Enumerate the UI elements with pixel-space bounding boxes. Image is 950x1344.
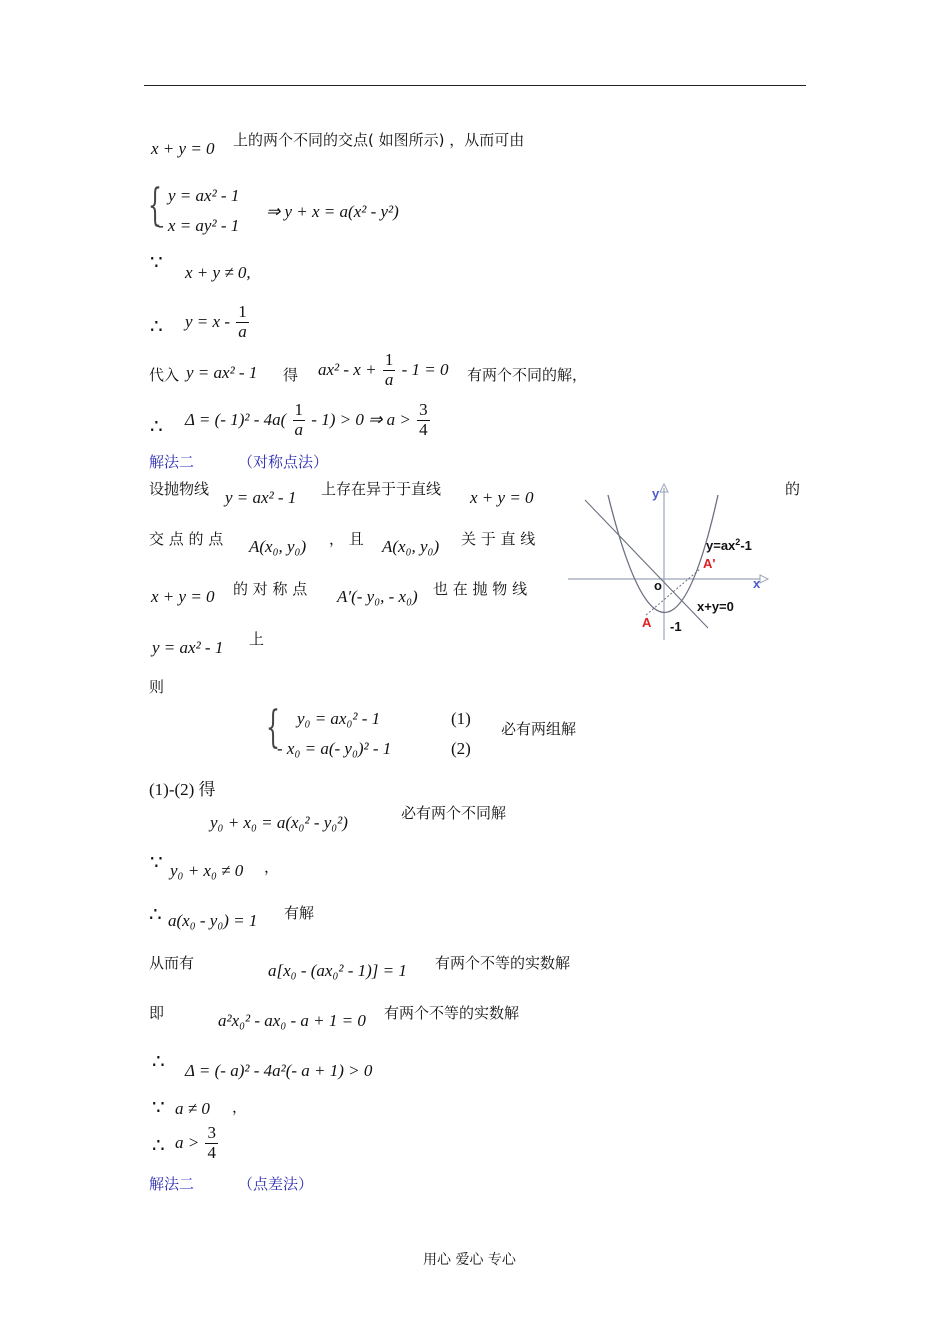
because2-math: y₀ + x₀ ≠ 0 [170, 861, 244, 880]
line-equation: x + y = 0 [151, 139, 215, 158]
line-label: x+y=0 [697, 599, 734, 614]
because-symbol: ∵ [150, 852, 163, 874]
x-label: x [753, 576, 761, 591]
also-text: 也 在 抛 物 线 [433, 580, 528, 598]
because3-math: a ≠ 0 [175, 1099, 210, 1118]
diff-math: y₀ + x₀ = a(x₀² - y₀²) [210, 813, 348, 832]
intersection-text: 上的两个不同的交点( 如图所示) ，从而可由 [233, 131, 525, 149]
subst-de: 得 [283, 366, 299, 384]
comma: ， [232, 1098, 248, 1116]
because1-math: x + y ≠ 0, [185, 263, 251, 282]
point-a-label: A [642, 615, 652, 630]
top-rule [144, 85, 806, 86]
method3-name: （点差法） [238, 1175, 314, 1193]
page-footer: 用心 爱心 专心 [423, 1252, 516, 1268]
subst-equation: y = ax² - 1 [186, 363, 258, 382]
ze-text: 则 [149, 678, 165, 696]
curve-label: $y=ax^2-1$ [706, 537, 752, 553]
final-answer: a > $\frac{3}{4}$ [175, 1123, 216, 1162]
because-symbol: ∵ [150, 252, 163, 274]
parabola-math: y = ax² - 1 [152, 638, 224, 657]
subst-quadratic: ax² - x + $\frac{1}{a}$ - 1 = 0 [318, 350, 449, 389]
diff-label: (1)-(2) 得 [149, 780, 216, 799]
jiao-text: 交 点 的 点 [149, 530, 224, 548]
method3-label: 解法二 [149, 1175, 195, 1193]
qie-text: ， 且 [329, 530, 364, 548]
line-x-plus-y [585, 500, 708, 628]
parabola-figure [560, 480, 780, 650]
parabola-curve [608, 495, 718, 613]
system2-eq2: - x₀ = a(- y₀)² - 1 [277, 739, 392, 758]
ji-text: 即 [149, 1004, 165, 1022]
system1-result: ⇒ y + x = a(x² - y²) [266, 202, 399, 221]
delta2: Δ = (- a)² - 4a²(- a + 1) > 0 [185, 1061, 373, 1080]
ji-math: a²x₀² - ax₀ - a + 1 = 0 [218, 1011, 366, 1030]
therefore3-math: a(x₀ - y₀) = 1 [168, 911, 258, 930]
therefore-symbol: ∴ [152, 1135, 165, 1157]
x-axis-arrow-icon [760, 575, 768, 583]
comma: ， [264, 858, 280, 876]
guanyu-text: 关 于 直 线 [461, 530, 536, 548]
exist-text: 上存在异于于直线 [321, 480, 442, 498]
ji-tail: 有两个不等的实数解 [384, 1004, 520, 1022]
therefore1-math: y = x - $\frac{1}{a}$ [185, 302, 247, 341]
de-char: 的 [785, 480, 801, 498]
system2-text: 必有两组解 [501, 720, 577, 738]
system2-tag1: (1) [451, 709, 471, 728]
set-math: y = ax² - 1 [225, 488, 297, 507]
point-a: A(x₀, y₀) [249, 537, 307, 556]
because-symbol: ∵ [152, 1097, 165, 1119]
point-a-prime-label: A' [703, 556, 716, 571]
point-a2: A(x₀, y₀) [382, 537, 440, 556]
diff-text: 必有两个不同解 [401, 804, 507, 822]
set-text: 设抛物线 [149, 480, 210, 498]
system2-eq1: y₀ = ax₀² - 1 [297, 709, 381, 728]
therefore3-text: 有解 [284, 904, 315, 922]
system1-eq2: - x = ay² - 1 [158, 216, 240, 235]
cong-math: a[x₀ - (ax₀² - 1)] = 1 [268, 961, 407, 980]
therefore-symbol: ∴ [150, 416, 163, 438]
line-math: x + y = 0 [151, 587, 215, 606]
system-brace: { [266, 702, 280, 753]
cong-text: 有两个不等的实数解 [435, 954, 571, 972]
therefore-symbol: ∴ [150, 316, 163, 338]
congerhe-text: 从而有 [149, 954, 195, 972]
y-label: y [652, 486, 660, 501]
point-a-prime: A′(- y₀, - x₀) [337, 587, 418, 606]
minus-one-label: -1 [670, 619, 682, 634]
delta1: Δ = (- 1)² - 4a( $\frac{1}{a}$ - 1) > 0 ⇒ a > $\frac{3}{4}$ [185, 400, 428, 439]
method2-name: （对称点法） [238, 453, 329, 471]
therefore-symbol: ∴ [152, 1051, 165, 1073]
method2-label: 解法二 [149, 453, 195, 471]
sym-text: 的 对 称 点 [233, 580, 308, 598]
system1-eq1: y = ax² - 1 [168, 186, 240, 205]
system-brace: { [148, 180, 162, 231]
subst-text: 有两个不同的解， [467, 366, 588, 384]
origin-label: o [654, 578, 662, 593]
exist-math: x + y = 0 [470, 488, 534, 507]
shang-text: 上 [249, 630, 265, 648]
subst-prefix: 代入 [149, 366, 180, 384]
system2-tag2: (2) [451, 739, 471, 758]
therefore-symbol: ∴ [149, 904, 162, 926]
